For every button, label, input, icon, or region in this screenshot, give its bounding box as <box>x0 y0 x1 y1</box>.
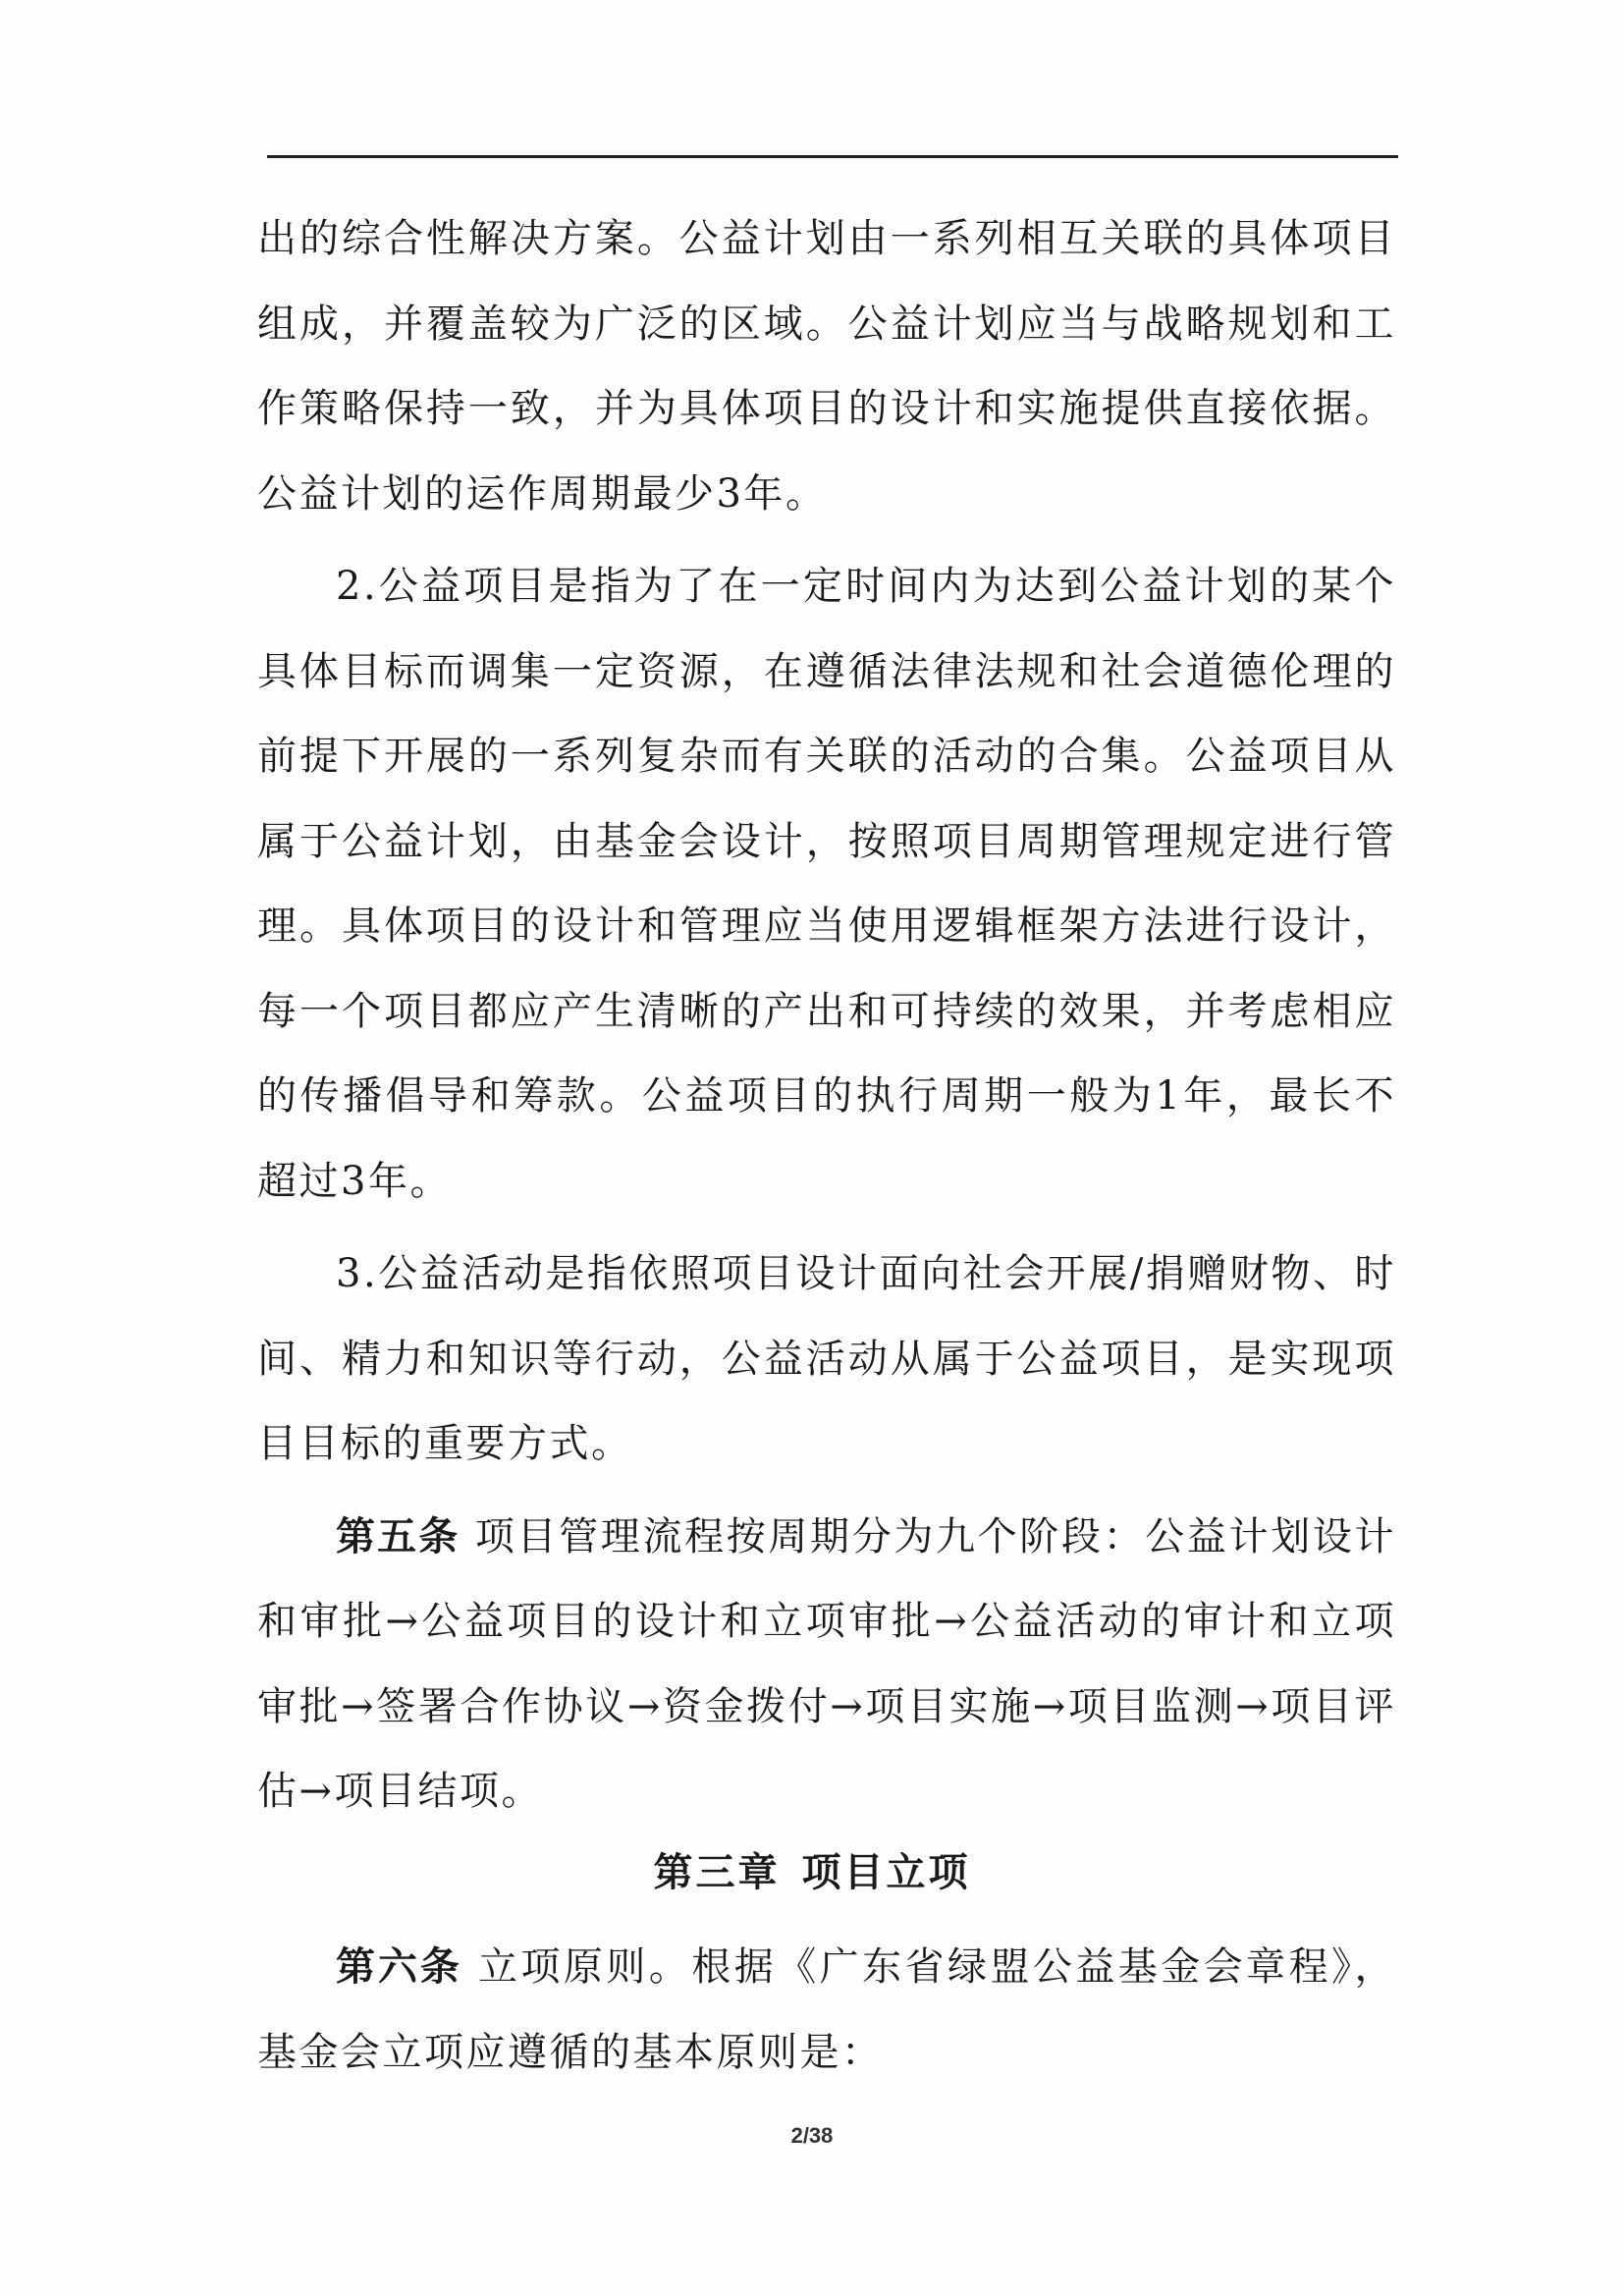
article-6-label: 第六条 <box>336 1944 462 1990</box>
article-5 <box>257 1495 1396 1834</box>
article-6 <box>257 1925 1396 2095</box>
header-rule <box>267 155 1398 158</box>
paragraph-item-3: 3.公益活动是指依照项目设计面向社会开展/捐赠财物、时间、精力和知识等行动，公益活动从属于公益项目，是实现项目目标的重要方式。 <box>257 1251 1396 1466</box>
page-number: 2/38 <box>790 2123 834 2148</box>
body-content <box>257 196 1396 1834</box>
article-6-text: 立项原则。根据《广东省绿盟公益基金会章程》，基金会立项应遵循的基本原则是： <box>257 1944 1397 2075</box>
chapter-number: 第三章 <box>653 1850 781 1895</box>
chapter-heading <box>0 1841 1624 1897</box>
paragraph-continued: 出的综合性解决方案。公益计划由一系列相互关联的具体项目组成，并覆盖较为广泛的区域。公益计划应当与战略规划和工作策略保持一致，并为具体项目的设计和实施提供直接依据。公益计划的运作周期最少3年。 <box>257 216 1396 517</box>
article-6-block <box>257 1925 1396 2095</box>
chapter-title: 项目立项 <box>801 1850 971 1895</box>
article-5-text: 项目管理流程按周期分为九个阶段：公益计划设计和审批→公益项目的设计和立项审批→公益活动的审计和立项审批→签署合作协议→资金拨付→项目实施→项目监测→项目评估→项目结项。 <box>257 1513 1397 1814</box>
paragraph-item-2: 2.公益项目是指为了在一定时间内为达到公益计划的某个具体目标而调集一定资源，在遵循法律法规和社会道德伦理的前提下开展的一系列复杂而有关联的活动的合集。公益项目从属于公益计划，由基金会设计，按照项目周期管理规定进行管理。具体项目的设计和管理应当使用逻辑框架方法进行设计，每一个项目都应产生清晰的产出和可持续的效果，并考虑相应的传播倡导和筹款。公益项目的执行周期一般为1年，最长不超过3年。 <box>257 564 1396 1204</box>
article-5-label: 第五条 <box>336 1513 460 1559</box>
